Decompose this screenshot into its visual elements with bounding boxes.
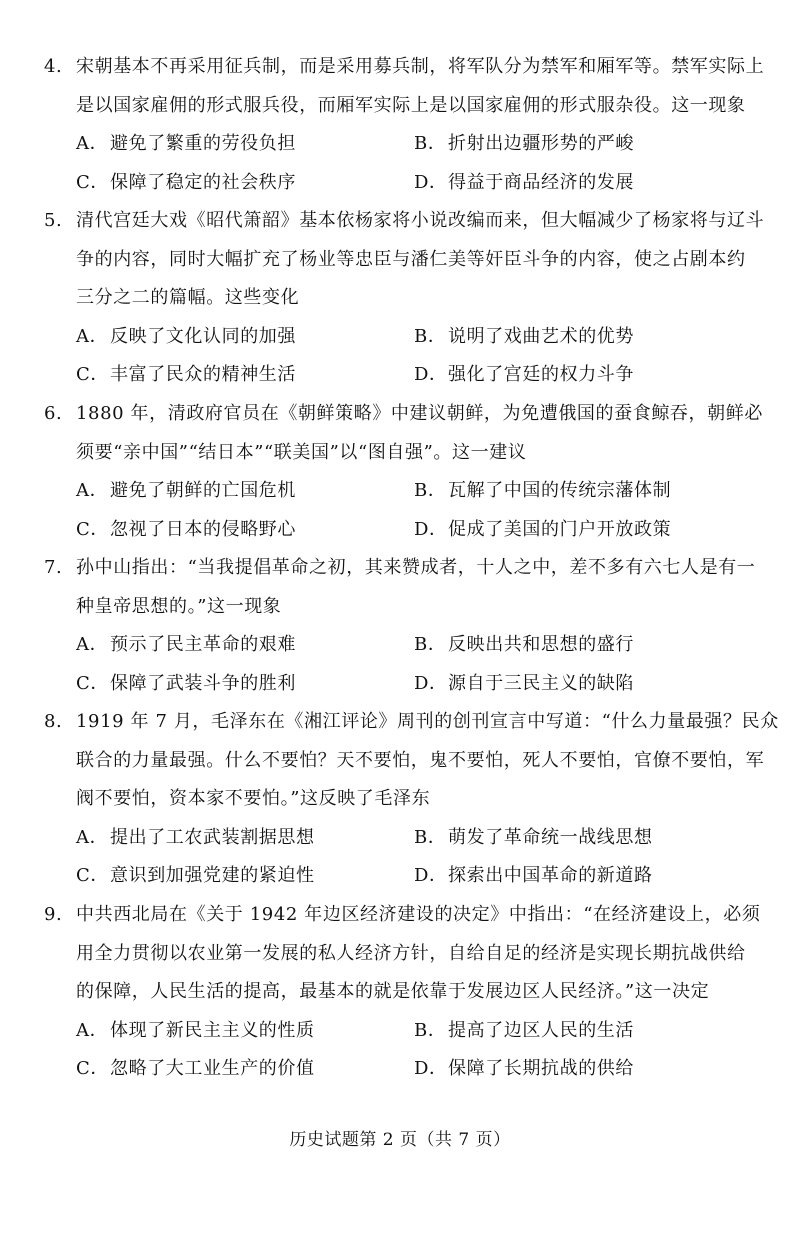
option-text: 提出了工农武装割据思想 <box>110 826 315 848</box>
question-stem-line: 种皇帝思想的。”这一现象 <box>76 595 282 617</box>
option-row <box>44 1012 764 1051</box>
option-b[interactable] <box>414 318 634 357</box>
page-footer: 历史试题第 2 页（共 7 页） <box>289 1130 511 1150</box>
option-letter: D． <box>414 364 448 385</box>
option-row <box>44 472 764 511</box>
question-4 <box>44 48 764 202</box>
question-number: 7. <box>44 557 63 578</box>
option-letter: B． <box>414 1019 447 1041</box>
question-stem-line <box>44 202 764 241</box>
option-text: 反映出共和思想的盛行 <box>448 634 634 655</box>
option-letter: D． <box>414 171 448 193</box>
option-d[interactable] <box>414 665 634 704</box>
question-stem-text: 宋朝基本不再采用征兵制，而是采用募兵制，将军队分为禁军和厢军等。禁军实际上 <box>76 56 765 77</box>
option-b[interactable] <box>414 819 653 858</box>
question-stem-line: 阀不要怕，资本家不要怕。”这反映了毛泽东 <box>76 788 431 809</box>
option-a[interactable] <box>76 819 315 858</box>
option-row <box>44 356 764 395</box>
question-9 <box>44 896 764 1089</box>
option-letter: D． <box>414 865 448 886</box>
option-text: 忽视了日本的侵略野心 <box>110 518 296 540</box>
option-text: 保障了长期抗战的供给 <box>448 1058 634 1079</box>
option-text: 忽略了大工业生产的价值 <box>110 1058 315 1079</box>
option-text: 意识到加强党建的紧迫性 <box>110 865 315 886</box>
option-b[interactable] <box>414 472 671 511</box>
option-a[interactable] <box>76 1012 315 1051</box>
question-stem-line <box>44 896 764 935</box>
option-c[interactable] <box>76 665 296 704</box>
option-a[interactable] <box>76 125 296 164</box>
question-stem-line: 用全力贯彻以农业第一发展的私人经济方针，自给自足的经济是实现长期抗战供给 <box>76 942 746 964</box>
question-stem-line: 的保障，人民生活的提高，最基本的就是依靠于发展边区人民经济。”这一决定 <box>76 981 710 1002</box>
option-row <box>44 511 764 550</box>
option-row <box>44 164 764 203</box>
option-text: 避免了朝鲜的亡国危机 <box>110 480 296 501</box>
option-text: 避免了繁重的劳役负担 <box>110 133 296 154</box>
question-number: 4. <box>44 56 63 77</box>
option-letter: A． <box>76 1019 109 1041</box>
option-letter: C． <box>76 171 109 193</box>
question-stem-text: 孙中山指出：“当我提倡革命之初，其来赞成者，十人之中，差不多有六七人是有一 <box>76 557 756 578</box>
option-row <box>44 318 764 357</box>
question-stem-text: 1919 年 7 月，毛泽东在《湘江评论》周刊的创刊宣言中写道：“什么力量最强？民众 <box>76 711 779 732</box>
option-text: 保障了稳定的社会秩序 <box>110 171 296 193</box>
option-letter: B． <box>414 133 447 154</box>
option-text: 萌发了革命统一战线思想 <box>448 826 653 848</box>
option-letter: A． <box>76 826 109 848</box>
question-number: 5. <box>44 210 63 231</box>
option-letter: C． <box>76 518 109 540</box>
option-row <box>44 125 764 164</box>
option-text: 保障了武装斗争的胜利 <box>110 672 296 694</box>
option-row <box>44 857 764 896</box>
option-c[interactable] <box>76 356 296 395</box>
option-text: 提高了边区人民的生活 <box>448 1019 634 1041</box>
option-a[interactable] <box>76 472 296 511</box>
option-b[interactable] <box>414 1012 634 1051</box>
option-text: 体现了新民主主义的性质 <box>110 1019 315 1041</box>
option-text: 预示了民主革命的艰难 <box>110 634 296 655</box>
option-text: 源自于三民主义的缺陷 <box>448 672 634 694</box>
option-letter: C． <box>76 1058 109 1079</box>
question-number: 8. <box>44 711 63 732</box>
option-letter: B． <box>414 826 447 848</box>
option-text: 反映了文化认同的加强 <box>110 325 296 347</box>
question-stem-line: 联合的力量最强。什么不要怕？天不要怕，鬼不要怕，死人不要怕，官僚不要怕，军 <box>76 749 765 771</box>
question-stem-text: 1880 年，清政府官员在《朝鲜策略》中建议朝鲜，为免遭俄国的蚕食鲸吞，朝鲜必 <box>76 403 763 424</box>
option-text: 丰富了民众的精神生活 <box>110 364 296 385</box>
option-letter: C． <box>76 364 109 385</box>
question-stem-line <box>44 703 779 742</box>
option-b[interactable] <box>414 626 634 665</box>
option-a[interactable] <box>76 626 296 665</box>
option-letter: B． <box>414 480 447 501</box>
question-stem-text: 中共西北局在《关于 1942 年边区经济建设的决定》中指出：“在经济建设上，必须 <box>76 904 761 925</box>
question-7 <box>44 549 764 703</box>
question-stem-line: 争的内容，同时大幅扩充了杨业等忠臣与潘仁美等奸臣斗争的内容，使之占剧本约 <box>76 248 746 270</box>
option-text: 探索出中国革命的新道路 <box>448 865 653 886</box>
option-text: 折射出边疆形势的严峻 <box>448 133 634 154</box>
option-row <box>44 626 764 665</box>
option-c[interactable] <box>76 857 315 896</box>
question-8 <box>44 703 779 896</box>
option-c[interactable] <box>76 164 296 203</box>
question-6 <box>44 395 764 549</box>
option-text: 瓦解了中国的传统宗藩体制 <box>448 480 672 501</box>
option-row <box>44 665 764 704</box>
option-letter: A． <box>76 480 109 501</box>
option-letter: C． <box>76 672 109 694</box>
option-letter: A． <box>76 634 109 655</box>
option-text: 促成了美国的门户开放政策 <box>448 518 672 540</box>
option-letter: A． <box>76 133 109 154</box>
option-letter: C． <box>76 865 109 886</box>
option-row <box>44 1050 764 1089</box>
question-stem-line: 三分之二的篇幅。这些变化 <box>76 287 300 308</box>
option-text: 强化了宫廷的权力斗争 <box>448 364 634 385</box>
option-d[interactable] <box>414 164 634 203</box>
question-stem-line <box>44 395 764 434</box>
option-letter: B． <box>414 325 447 347</box>
option-letter: D． <box>414 672 448 694</box>
question-stem-text: 清代宫廷大戏《昭代箫韶》基本依杨家将小说改编而来，但大幅减少了杨家将与辽斗 <box>76 210 765 231</box>
question-stem-line <box>44 549 764 588</box>
option-letter: B． <box>414 634 447 655</box>
option-row <box>44 819 764 858</box>
question-stem-line: 是以国家雇佣的形式服兵役，而厢军实际上是以国家雇佣的形式服杂役。这一现象 <box>76 94 746 116</box>
option-letter: D． <box>414 518 448 540</box>
question-5 <box>44 202 764 395</box>
question-number: 9. <box>44 904 63 925</box>
option-a[interactable] <box>76 318 296 357</box>
option-letter: A． <box>76 325 109 347</box>
question-number: 6. <box>44 403 63 424</box>
option-b[interactable] <box>414 125 634 164</box>
option-c[interactable] <box>76 511 296 550</box>
option-letter: D． <box>414 1058 448 1079</box>
option-c[interactable] <box>76 1050 315 1089</box>
option-d[interactable] <box>414 857 653 896</box>
question-stem-line <box>44 48 764 87</box>
option-d[interactable] <box>414 1050 634 1089</box>
question-stem-line: 须要“亲中国”“结日本”“联美国”以“图自强”。这一建议 <box>76 441 527 463</box>
option-text: 得益于商品经济的发展 <box>448 171 634 193</box>
option-d[interactable] <box>414 356 634 395</box>
option-d[interactable] <box>414 511 671 550</box>
option-text: 说明了戏曲艺术的优势 <box>448 325 634 347</box>
